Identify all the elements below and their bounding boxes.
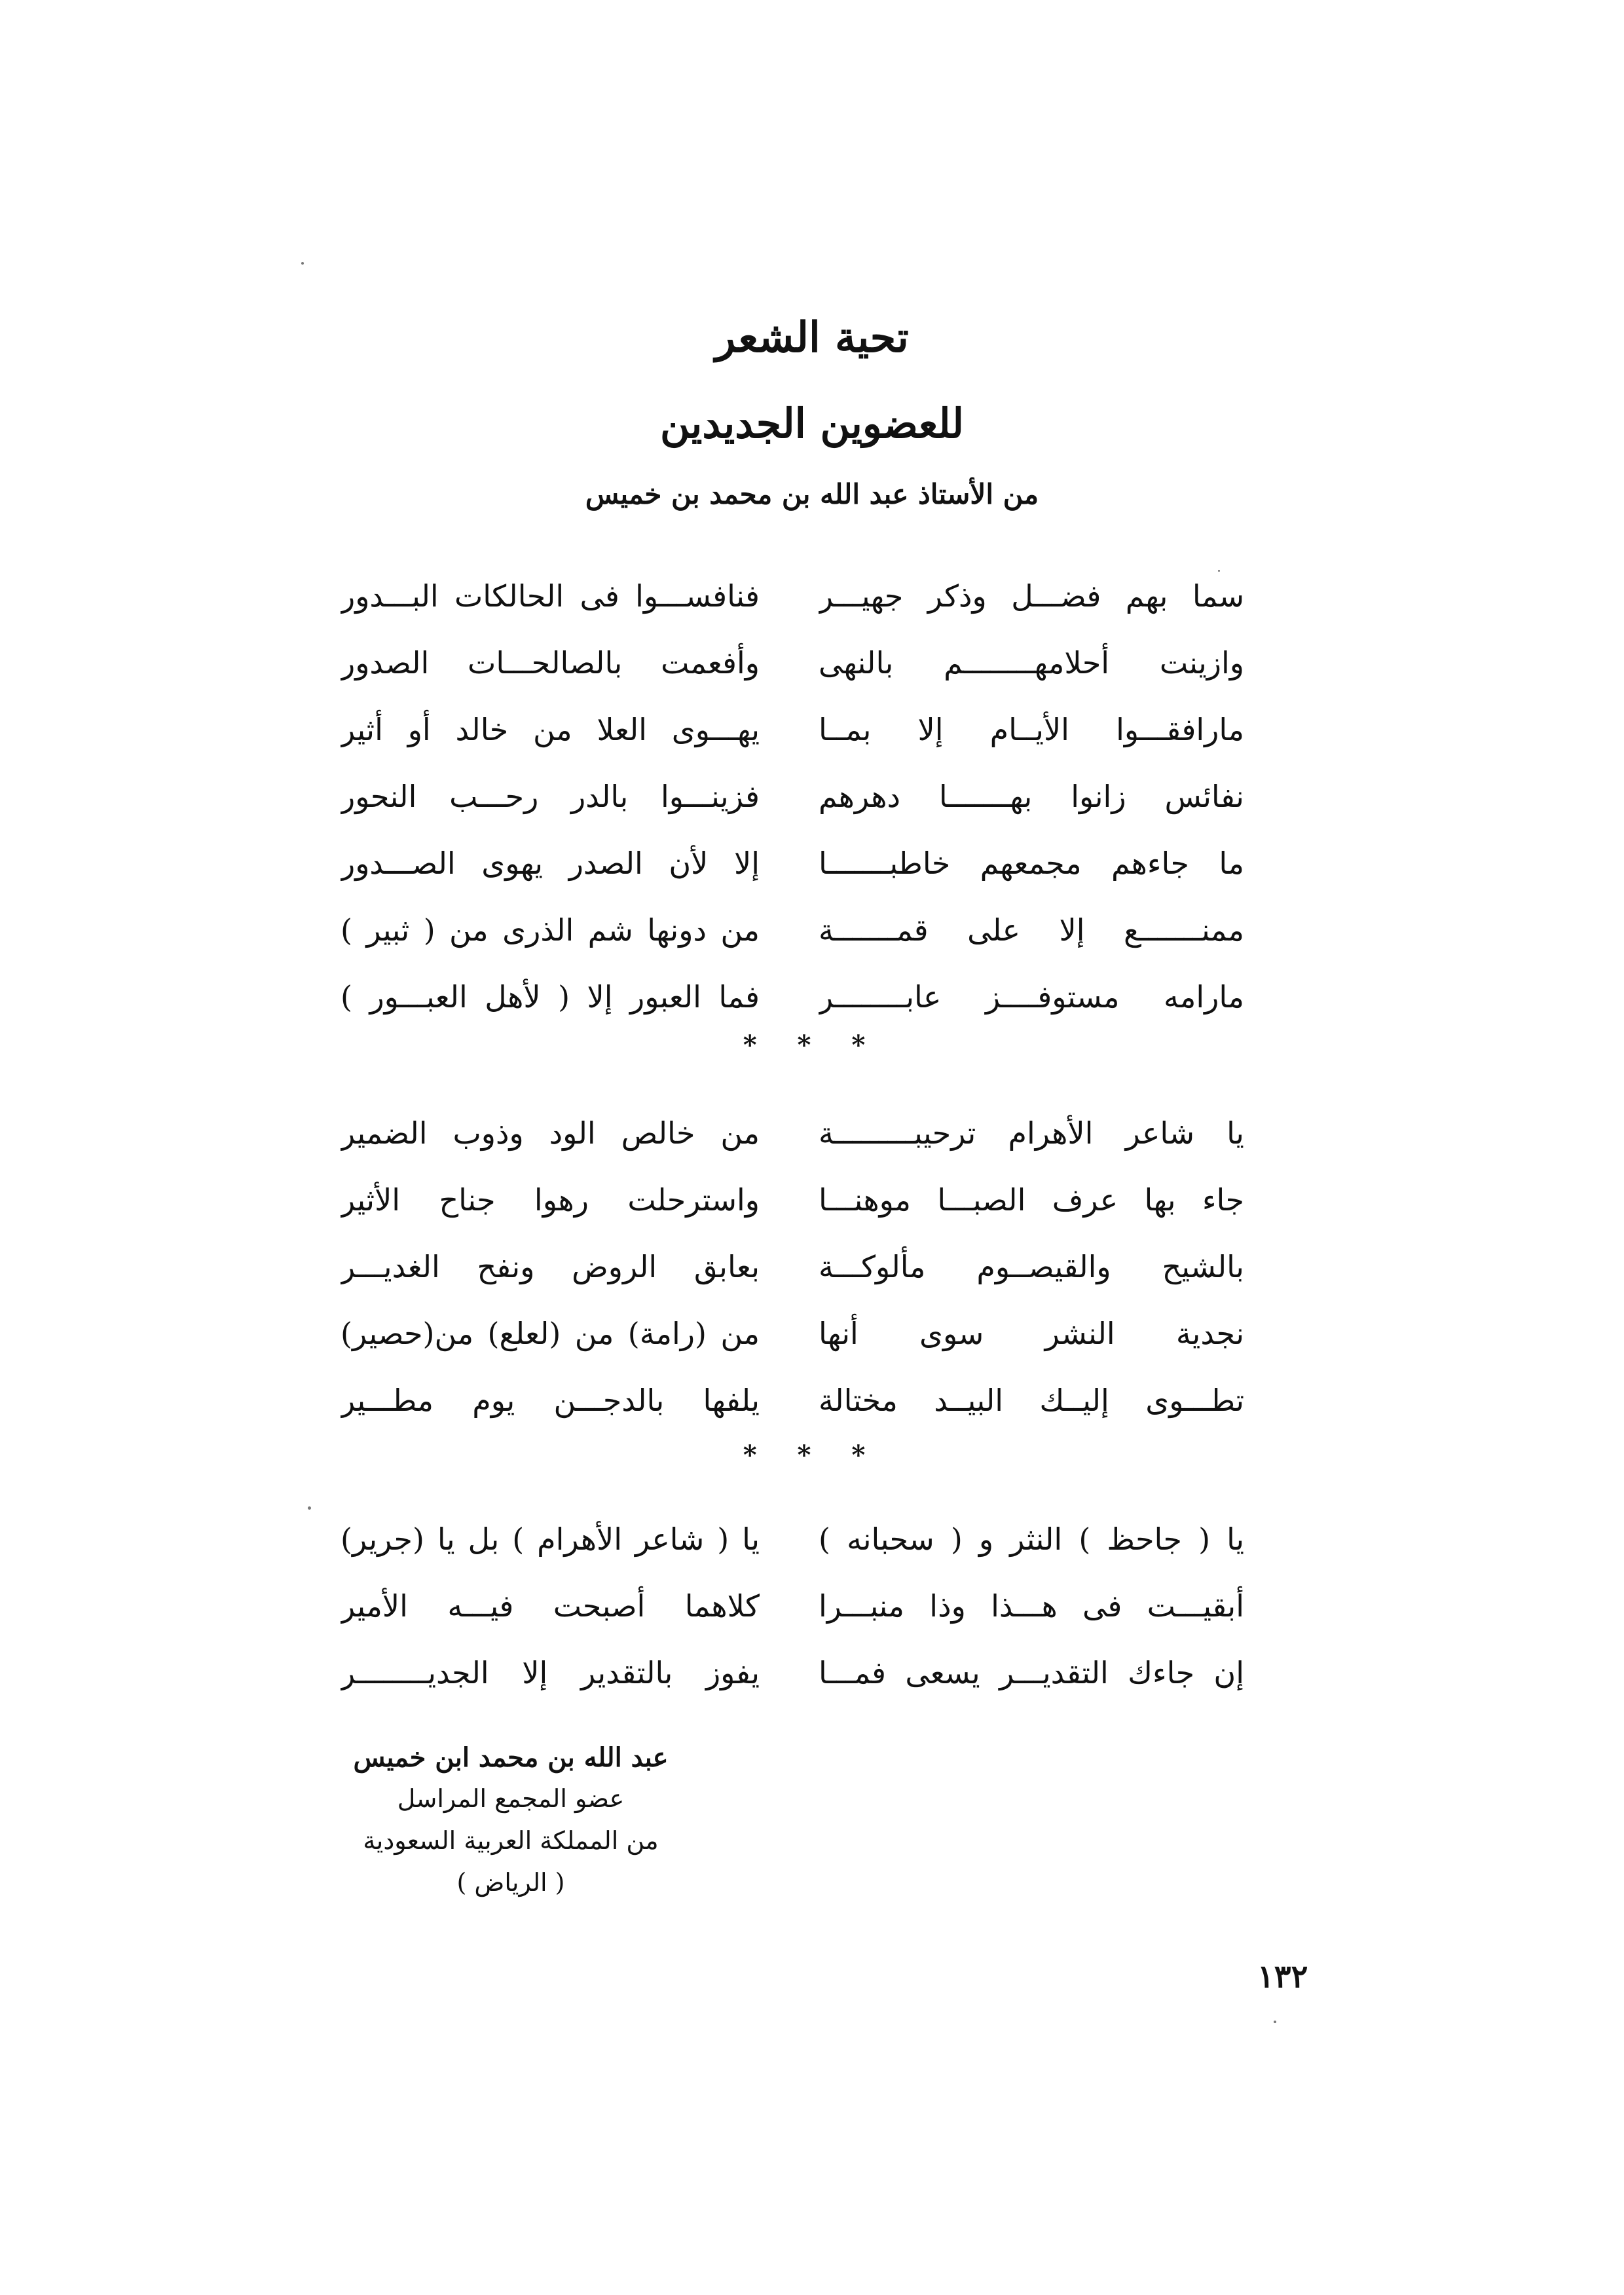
hemistich-second: إلا لأن الصدر يهوى الصـــدور bbox=[341, 846, 760, 881]
hemistich-second: يا ( شاعر الأهرام ) بل يا (جرير) bbox=[341, 1521, 760, 1557]
verse-line bbox=[0, 1174, 1624, 1226]
hemistich-second: فما العبور إلا ( لأهل العبـــور ) bbox=[341, 979, 760, 1015]
hemistich-second: يلفها بالدجـــن يوم مطـــير bbox=[341, 1383, 760, 1418]
verse-line bbox=[0, 1307, 1624, 1360]
author-line: من الأستاذ عبد الله بن محمد بن خميس bbox=[585, 478, 1039, 510]
hemistich-first: يا شاعر الأهرام ترحيبـــــــــة bbox=[819, 1115, 1244, 1151]
verse-line bbox=[0, 1374, 1624, 1427]
page-title: تحية الشعر bbox=[715, 313, 909, 362]
verse-line bbox=[0, 570, 1624, 622]
signature-city: ( الرياض ) bbox=[456, 1868, 565, 1897]
scan-speck bbox=[1274, 2021, 1276, 2023]
hemistich-first: ما جاءهم مجمعهم خاطبـــــــا bbox=[819, 846, 1244, 881]
hemistich-first: تطـــوى إليــك البيــد مختالة bbox=[819, 1383, 1244, 1418]
verse-line bbox=[0, 770, 1624, 823]
hemistich-first: وازينت أحلامهــــــــم بالنهى bbox=[819, 645, 1244, 681]
hemistich-first: جاء بها عرف الصبـــا موهنـــا bbox=[819, 1182, 1244, 1218]
stanza-separator: * * * bbox=[743, 1440, 881, 1470]
hemistich-first: بالشيح والقيصــوم مألوكـــة bbox=[819, 1249, 1244, 1284]
hemistich-first: سما بهم فضـــل وذكر جهيـــر bbox=[819, 578, 1244, 614]
hemistich-second: من دونها شم الذرى من ( ثبير ) bbox=[341, 912, 760, 948]
verse-line bbox=[0, 703, 1624, 756]
signature-block bbox=[341, 1742, 681, 1919]
hemistich-second: يهـــوى العلا من خالد أو أثير bbox=[341, 712, 760, 747]
signature-name: عبد الله بن محمد ابن خميس bbox=[353, 1742, 669, 1773]
verse-line bbox=[0, 637, 1624, 689]
scan-speck bbox=[308, 1506, 311, 1510]
verse-line bbox=[0, 1107, 1624, 1159]
hemistich-second: من خالص الود وذوب الضمير bbox=[341, 1115, 760, 1151]
page-subtitle: للعضوين الجديدين bbox=[659, 400, 965, 447]
signature-role: عضو المجمع المراسل bbox=[397, 1784, 625, 1813]
hemistich-first: مارامه مستوفــــز عابــــــــر bbox=[819, 979, 1244, 1015]
signature-country: من المملكة العربية السعودية bbox=[363, 1826, 659, 1855]
hemistich-first: يا ( جاحظ ) النثر و ( سحبانه ) bbox=[819, 1521, 1244, 1557]
hemistich-first: نجدية النشر سوى أنها bbox=[819, 1316, 1244, 1351]
hemistich-second: وأفعمت بالصالحـــات الصدور bbox=[341, 645, 760, 681]
scan-speck bbox=[1218, 570, 1220, 572]
verse-line bbox=[0, 1647, 1624, 1699]
verse-line bbox=[0, 971, 1624, 1023]
hemistich-first: أبقيـــت فى هـــذا وذا منبـــرا bbox=[819, 1588, 1244, 1624]
hemistich-second: يفوز بالتقدير إلا الجديــــــــر bbox=[341, 1655, 760, 1690]
hemistich-first: إن جاءك التقديـــر يسعى فمـــا bbox=[819, 1655, 1244, 1690]
hemistich-first: مارافقـــوا الأيــام إلا بمــا bbox=[819, 712, 1244, 747]
hemistich-second: من (رامة) من (لعلع) من(حصير) bbox=[341, 1316, 760, 1351]
verse-line bbox=[0, 1241, 1624, 1293]
hemistich-second: فنافســـوا فى الحالكات البـــدور bbox=[341, 578, 760, 614]
scan-speck bbox=[301, 262, 304, 265]
verse-line bbox=[0, 1580, 1624, 1632]
hemistich-second: واسترحلت رهوا جناح الأثير bbox=[341, 1182, 760, 1218]
hemistich-second: فزينـــوا بالدر رحـــب النحور bbox=[341, 779, 760, 814]
verse-line bbox=[0, 837, 1624, 889]
hemistich-second: كلاهما أصبحت فيـــه الأمير bbox=[341, 1588, 760, 1624]
verse-line bbox=[0, 1513, 1624, 1565]
stanza-separator: * * * bbox=[743, 1030, 881, 1060]
verse-line bbox=[0, 904, 1624, 956]
hemistich-first: ممنـــــــع إلا على قمـــــــة bbox=[819, 912, 1244, 948]
hemistich-second: بعابق الروض ونفح الغديـــر bbox=[341, 1249, 760, 1284]
hemistich-first: نفائس زانوا بهـــــــا دهرهم bbox=[819, 779, 1244, 814]
page-number: ١٣٢ bbox=[1257, 1958, 1308, 1995]
